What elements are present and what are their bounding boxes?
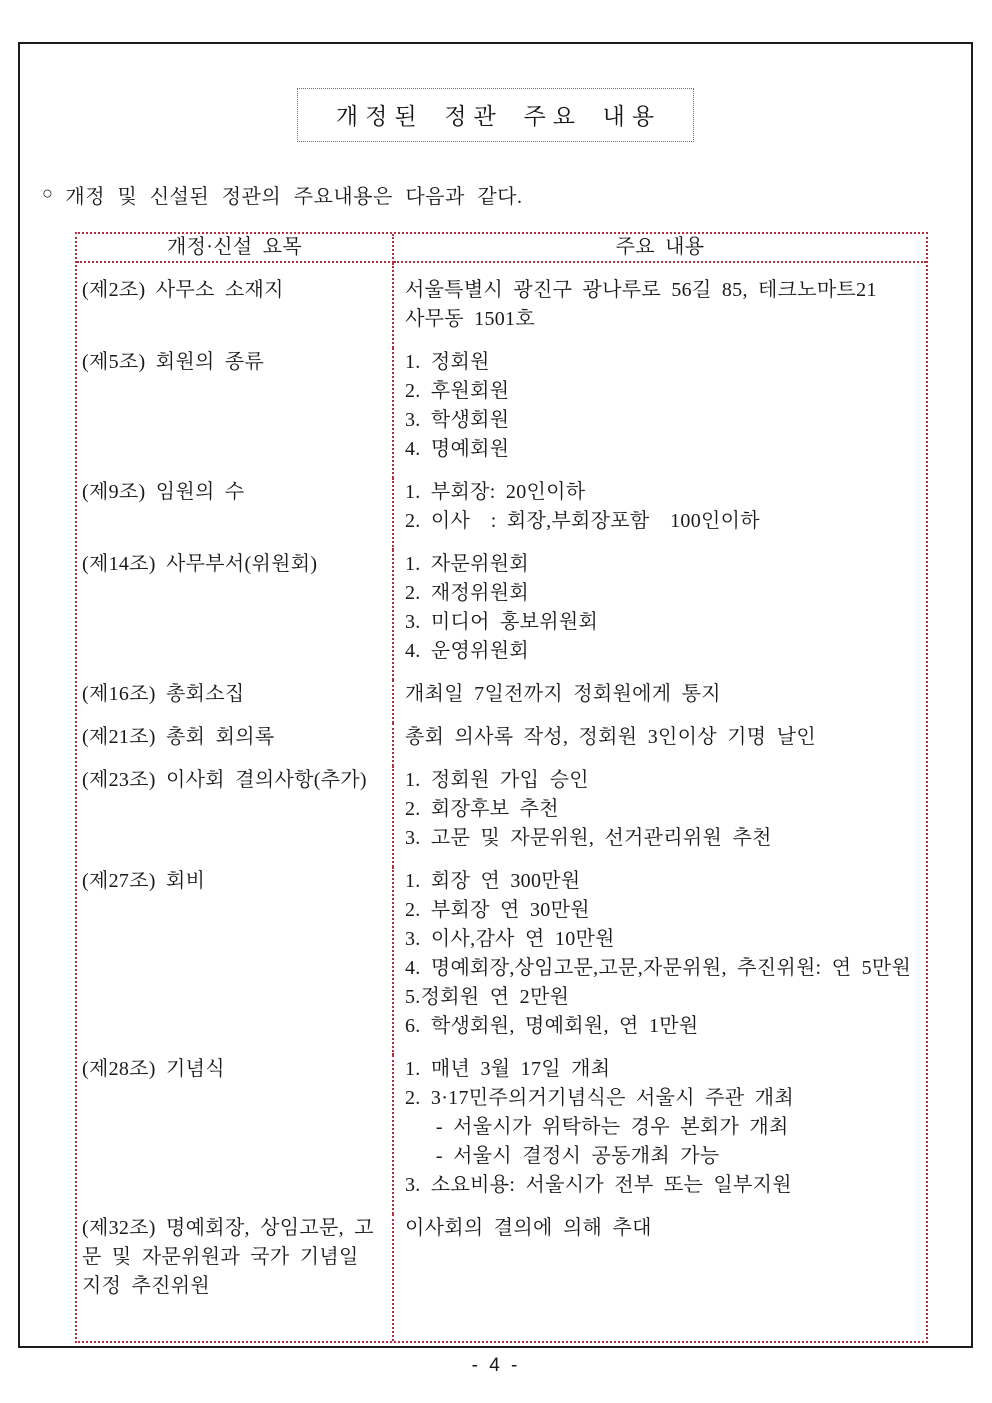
row-content — [394, 1055, 926, 1214]
content-line: 3. 미디어 홍보위원회 — [405, 611, 599, 633]
content-line: 1. 정회원 가입 승인 — [405, 769, 589, 791]
row-content — [394, 550, 926, 680]
content-line: 3. 이사,감사 연 10만원 — [405, 928, 615, 950]
content-line: 1. 자문위원회 — [405, 553, 529, 575]
content-line: 총회 의사록 작성, 정회원 3인이상 기명 날인 — [405, 726, 816, 748]
page-number: - 4 - — [471, 1355, 521, 1376]
row-item-label: (제2조) 사무소 소재지 — [77, 263, 394, 348]
table-row — [77, 1214, 926, 1341]
content-line: - 서울시 결정시 공동개최 가능 — [405, 1145, 720, 1167]
revision-table — [75, 232, 928, 1343]
circle-bullet-icon: ○ — [42, 183, 54, 203]
row-item-label: (제16조) 총회소집 — [77, 680, 394, 723]
row-item-label: (제9조) 임원의 수 — [77, 478, 394, 550]
content-line: 5.정회원 연 2만원 — [405, 986, 570, 1008]
row-content — [394, 680, 926, 723]
content-line: 3. 고문 및 자문위원, 선거관리위원 추천 — [405, 827, 772, 849]
title-area — [20, 88, 971, 142]
row-item-label: (제23조) 이사회 결의사항(추가) — [77, 766, 394, 867]
content-line: 3. 학생회원 — [405, 409, 510, 431]
table-row — [77, 680, 926, 723]
content-line: - 서울시가 위탁하는 경우 본회가 개최 — [405, 1116, 789, 1138]
content-line: 3. 소요비용: 서울시가 전부 또는 일부지원 — [405, 1174, 792, 1196]
intro-text: 개정 및 신설된 정관의 주요내용은 다음과 같다. — [65, 186, 523, 208]
content-line: 서울특별시 광진구 광나루로 56길 85, 테크노마트21 — [405, 279, 877, 301]
row-item-label: (제32조) 명예회장, 상임고문, 고문 및 자문위원과 국가 기념일 지정 추진위원 — [77, 1214, 394, 1341]
content-line: 이사회의 결의에 의해 추대 — [405, 1217, 652, 1239]
content-line: 2. 부회장 연 30만원 — [405, 899, 590, 921]
row-content — [394, 348, 926, 478]
row-content — [394, 766, 926, 867]
table-row — [77, 348, 926, 478]
content-line: 사무동 1501호 — [405, 308, 535, 330]
row-item-label: (제21조) 총회 회의록 — [77, 723, 394, 766]
intro-line — [42, 180, 971, 209]
table-row — [77, 263, 926, 348]
content-line: 1. 부회장: 20인이하 — [405, 481, 586, 503]
content-line: 2. 3·17민주의거기념식은 서울시 주관 개최 — [405, 1087, 794, 1109]
table-row — [77, 867, 926, 1055]
content-line: 6. 학생회원, 명예회원, 연 1만원 — [405, 1015, 699, 1037]
content-line: 4. 명예회장,상임고문,고문,자문위원, 추진위원: 연 5만원 — [405, 957, 912, 979]
header-content-column: 주요 내용 — [394, 234, 926, 263]
row-item-label: (제14조) 사무부서(위원회) — [77, 550, 394, 680]
content-line: 1. 회장 연 300만원 — [405, 870, 581, 892]
table-row — [77, 723, 926, 766]
table-body — [77, 263, 926, 1341]
table-row — [77, 1055, 926, 1214]
row-item-label: (제28조) 기념식 — [77, 1055, 394, 1214]
row-item-label: (제27조) 회비 — [77, 867, 394, 1055]
header-item-column: 개정·신설 요목 — [77, 234, 394, 263]
content-line: 2. 후원회원 — [405, 380, 510, 402]
table-row — [77, 478, 926, 550]
table-row — [77, 766, 926, 867]
table-row — [77, 550, 926, 680]
row-item-label: (제5조) 회원의 종류 — [77, 348, 394, 478]
content-line: 4. 명예회원 — [405, 438, 510, 460]
row-content — [394, 263, 926, 348]
content-line: 1. 매년 3월 17일 개최 — [405, 1058, 611, 1080]
content-line: 2. 회장후보 추천 — [405, 798, 559, 820]
row-content — [394, 723, 926, 766]
content-line: 1. 정회원 — [405, 351, 490, 373]
page-title: 개정된 정관 주요 내용 — [297, 88, 694, 142]
content-line: 4. 운영위원회 — [405, 640, 529, 662]
content-line: 2. 재정위원회 — [405, 582, 529, 604]
row-content — [394, 1214, 926, 1341]
row-content — [394, 867, 926, 1055]
page-border-frame — [18, 42, 973, 1348]
row-content — [394, 478, 926, 550]
table-header-row — [77, 234, 926, 263]
content-line: 2. 이사 : 회장,부회장포함 100인이하 — [405, 510, 760, 532]
content-line: 개최일 7일전까지 정회원에게 통지 — [405, 683, 721, 705]
